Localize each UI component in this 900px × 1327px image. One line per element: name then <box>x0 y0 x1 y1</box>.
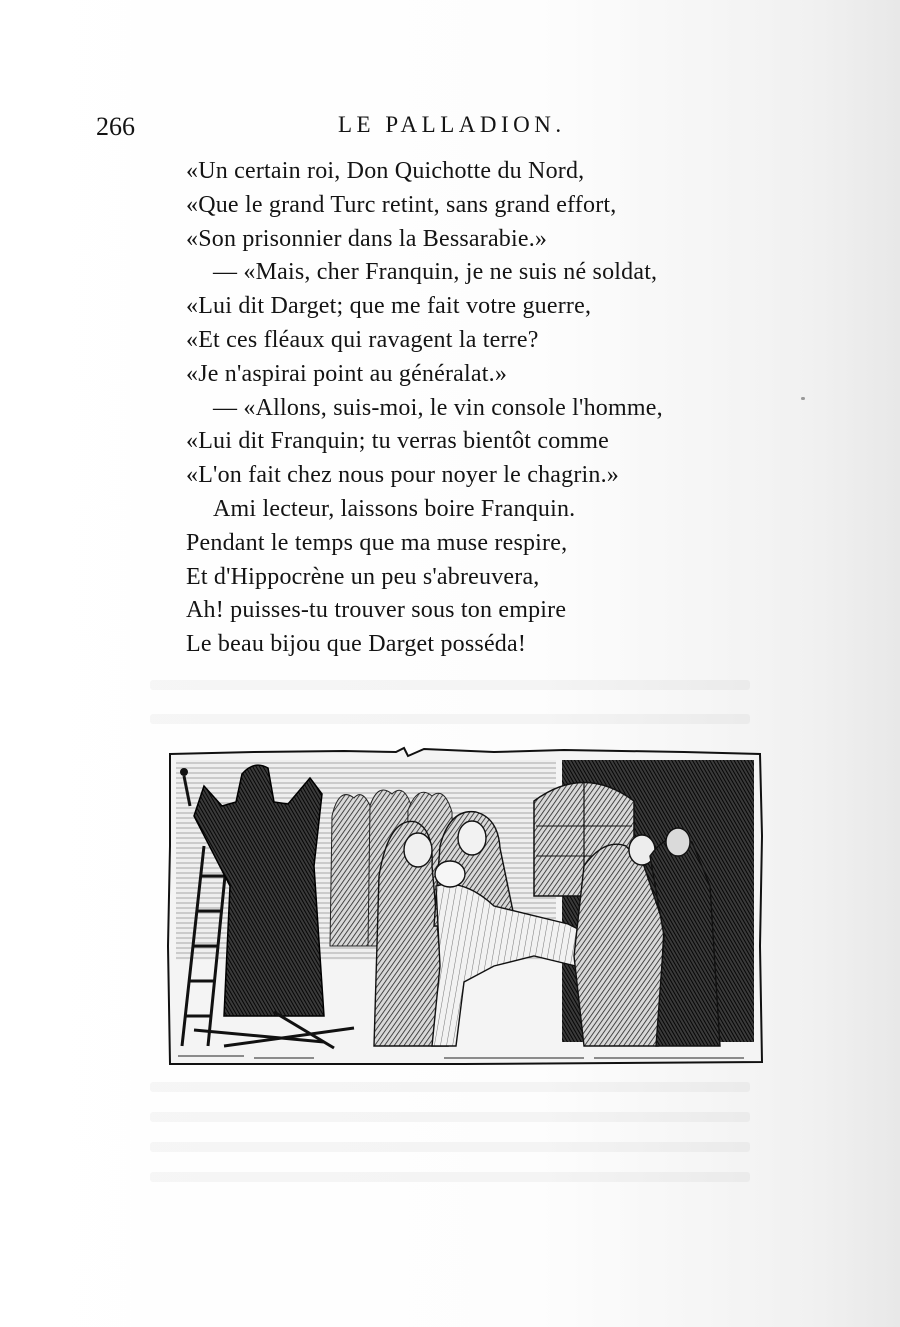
verse-line: «Lui dit Franquin; tu verras bientôt comme <box>186 428 609 455</box>
verse-line: «Et ces fléaux qui ravagent la terre? <box>186 326 539 353</box>
page-number: 266 <box>96 112 135 141</box>
verse-line: — «Allons, suis-moi, le vin console l'homme, <box>213 394 663 421</box>
show-through <box>150 714 750 724</box>
show-through <box>150 1172 750 1182</box>
verse-line: — «Mais, cher Franquin, je ne suis né soldat, <box>213 259 658 286</box>
verse-line: Pendant le temps que ma muse respire, <box>186 529 568 556</box>
verse-line: «L'on fait chez nous pour noyer le chagrin.» <box>186 462 619 489</box>
verse-line: «Je n'aspirai point au généralat.» <box>186 360 508 387</box>
verse-line: «Un certain roi, Don Quichotte du Nord, <box>186 158 585 184</box>
show-through <box>150 1082 750 1092</box>
verse-line: «Son prisonnier dans la Bessarabie.» <box>186 225 548 252</box>
running-title: LE PALLADION. <box>338 112 566 137</box>
verse-line: Ah! puisses-tu trouver sous ton empire <box>186 597 567 624</box>
show-through <box>150 1112 750 1122</box>
verse-line: «Que le grand Turc retint, sans grand effort, <box>186 191 617 218</box>
paper-speck <box>801 397 805 400</box>
show-through <box>150 1142 750 1152</box>
engraving-illustration <box>164 746 768 1072</box>
verse-line: Le beau bijou que Darget posséda! <box>186 631 527 658</box>
show-through <box>150 680 750 690</box>
verse-line: Ami lecteur, laissons boire Franquin. <box>213 495 576 522</box>
verse-block <box>186 155 663 662</box>
verse-line: «Lui dit Darget; que me fait votre guerre, <box>186 293 592 320</box>
verse-line: Et d'Hippocrène un peu s'abreuvera, <box>186 563 540 590</box>
running-head <box>96 112 616 146</box>
engraving-image <box>164 746 768 1072</box>
